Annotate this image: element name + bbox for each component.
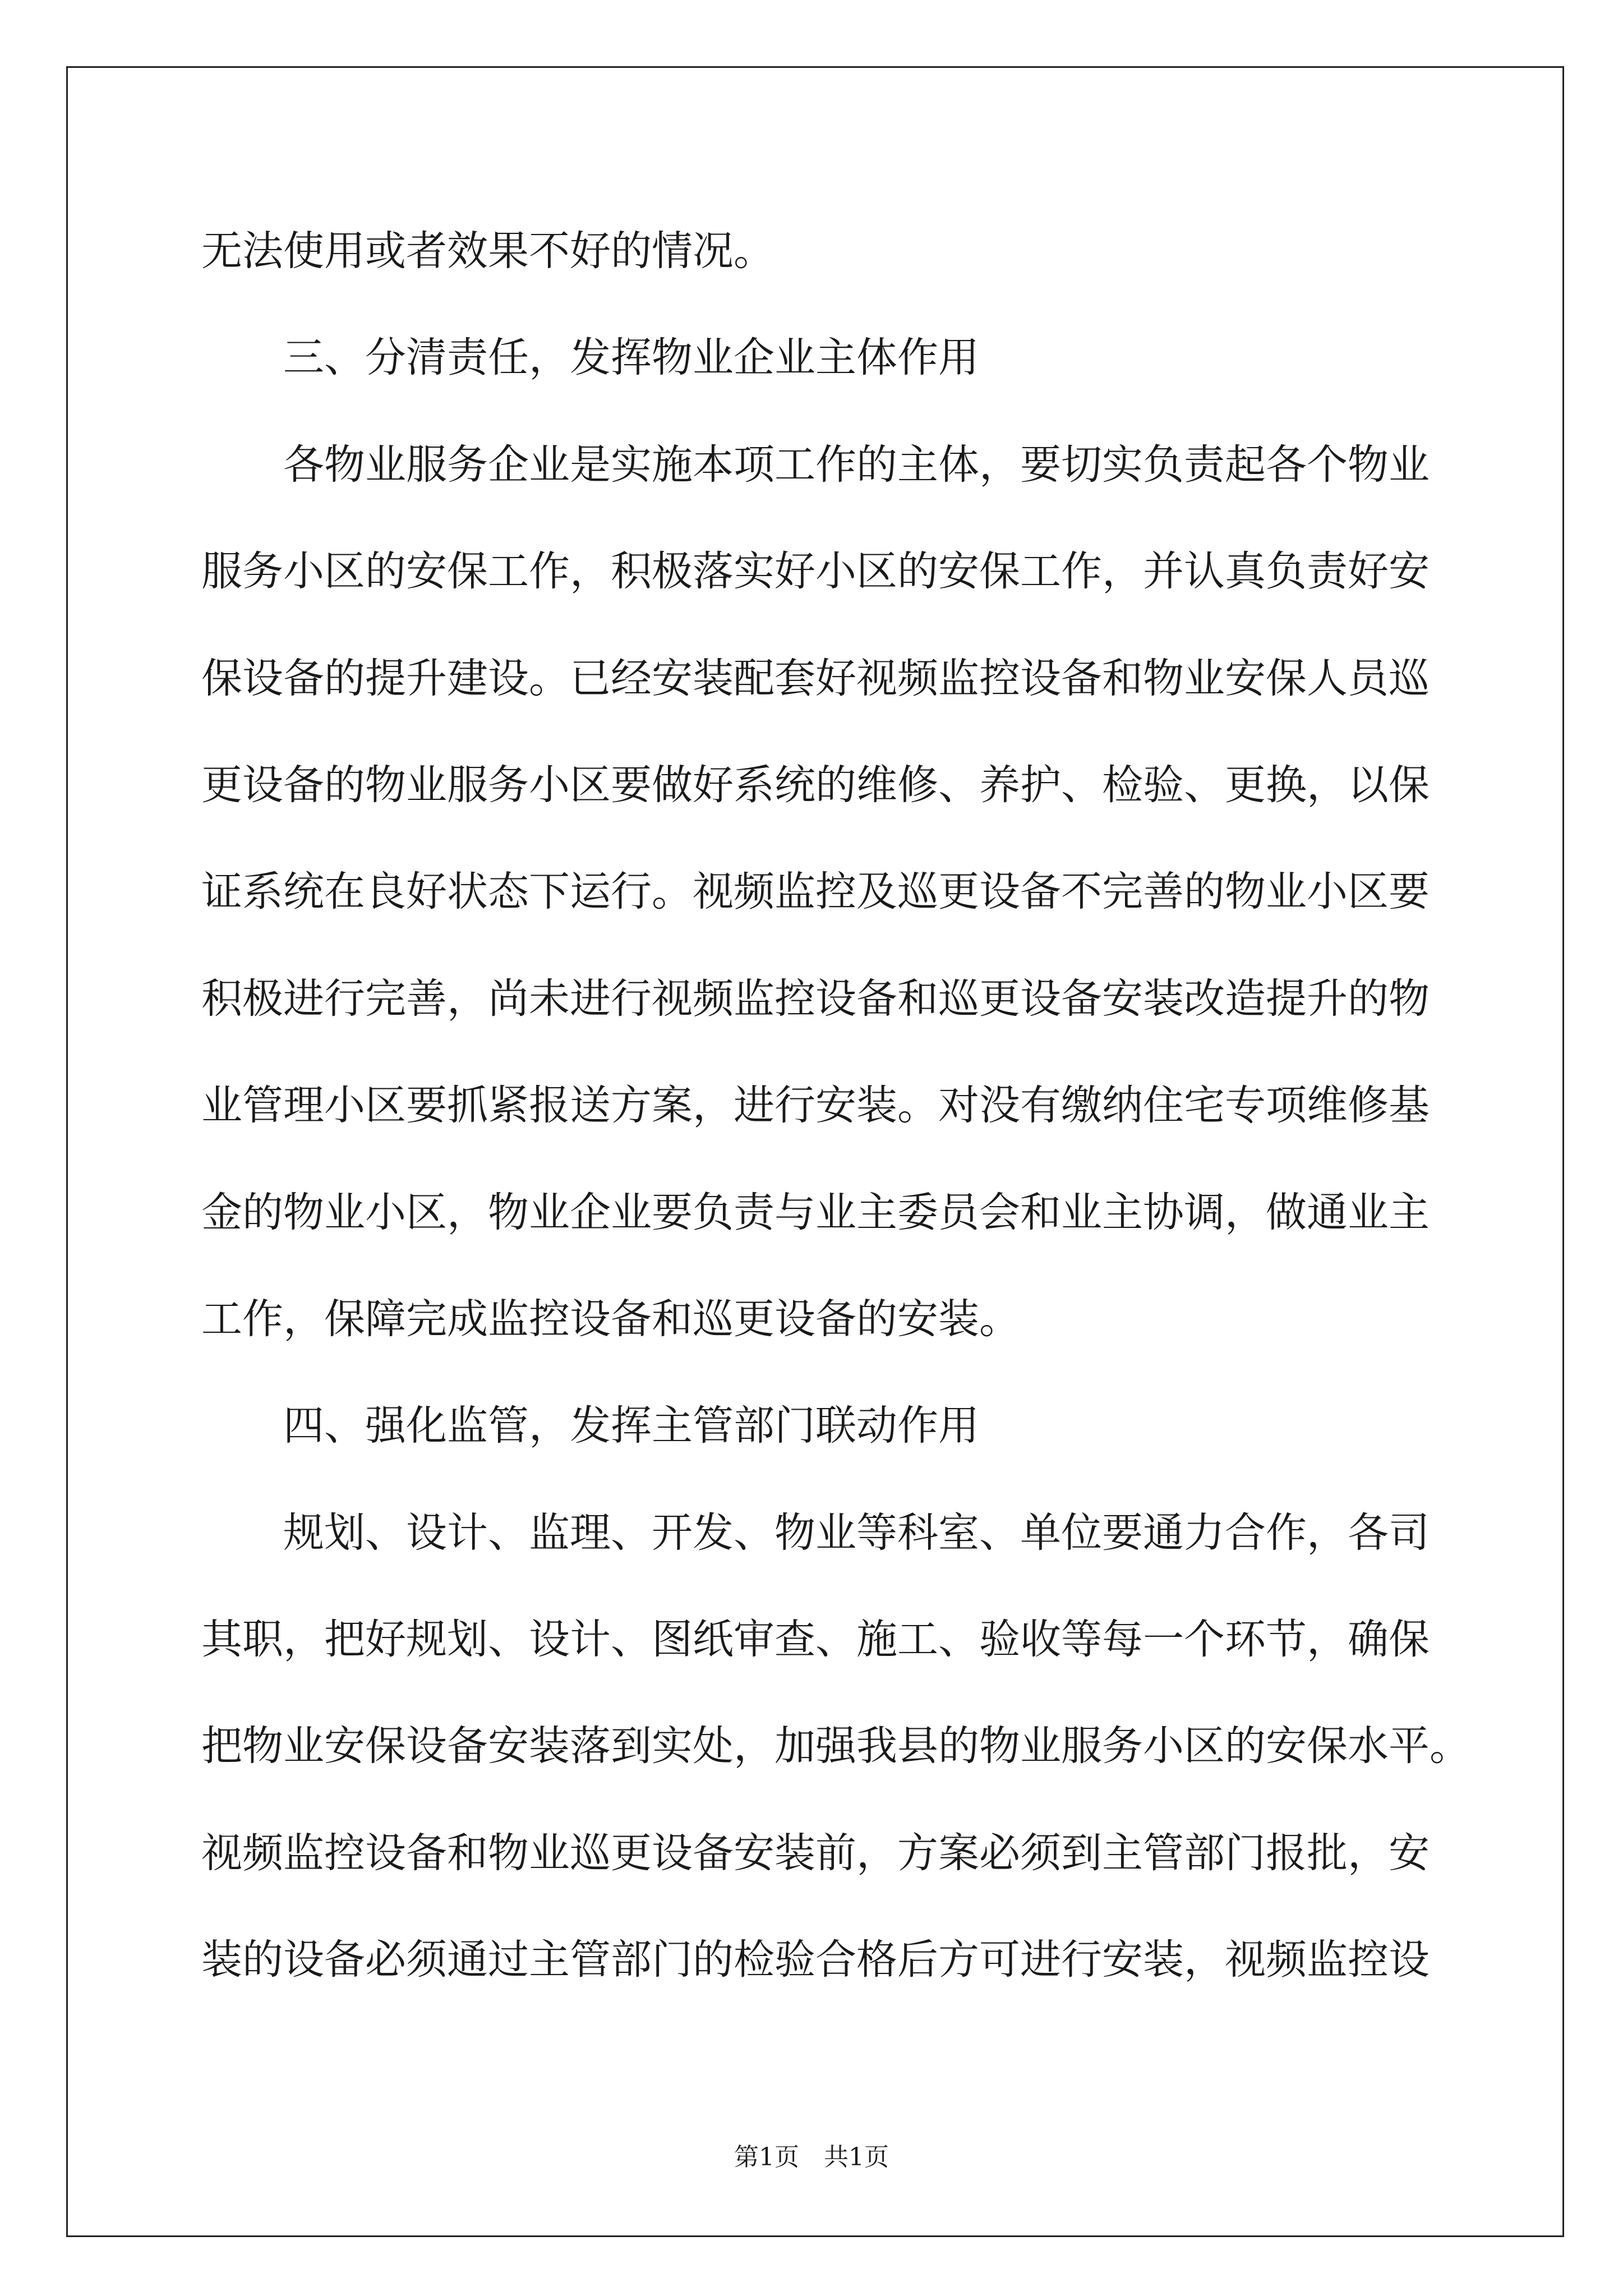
document-body: [201, 198, 1508, 2014]
text-line: 各物业服务企业是实施本项工作的主体，要切实负责起各个物业: [283, 440, 1430, 489]
text-line: 无法使用或者效果不好的情况。: [201, 227, 774, 275]
section-heading: 四、强化监管，发挥主管部门联动作用: [283, 1402, 979, 1450]
text-line: 工作，保障完成监控设备和巡更设备的安装。: [201, 1295, 1020, 1343]
text-line: 保设备的提升建设。已经安装配套好视频监控设备和物业安保人员巡: [201, 654, 1430, 702]
text-line: 金的物业小区，物业企业要负责与业主委员会和业主协调，做通业主: [201, 1188, 1430, 1236]
text-line: 业管理小区要抓紧报送方案，进行安装。对没有缴纳住宅专项维修基: [201, 1082, 1430, 1130]
text-line: 更设备的物业服务小区要做好系统的维修、养护、检验、更换，以保: [201, 761, 1430, 809]
text-line: 把物业安保设备安装落到实处，加强我县的物业服务小区的安保水平。: [201, 1722, 1470, 1770]
text-line: 规划、设计、监理、开发、物业等科室、单位要通力合作，各司: [283, 1508, 1430, 1557]
text-line: 证系统在良好状态下运行。视频监控及巡更设备不完善的物业小区要: [201, 868, 1430, 916]
text-line: 积极进行完善，尚未进行视频监控设备和巡更设备安装改造提升的物: [201, 974, 1430, 1023]
page-number-footer: 第1页 共1页: [734, 2143, 889, 2171]
text-line: 服务小区的安保工作，积极落实好小区的安保工作，并认真负责好安: [201, 547, 1430, 596]
section-heading: 三、分清责任，发挥物业企业主体作用: [283, 334, 979, 382]
text-line: 其职，把好规划、设计、图纸审查、施工、验收等每一个环节，确保: [201, 1616, 1430, 1664]
text-line: 视频监控设备和物业巡更设备安装前，方案必须到主管部门报批，安: [201, 1829, 1430, 1877]
text-line: 装的设备必须通过主管部门的检验合格后方可进行安装，视频监控设: [201, 1936, 1430, 1984]
